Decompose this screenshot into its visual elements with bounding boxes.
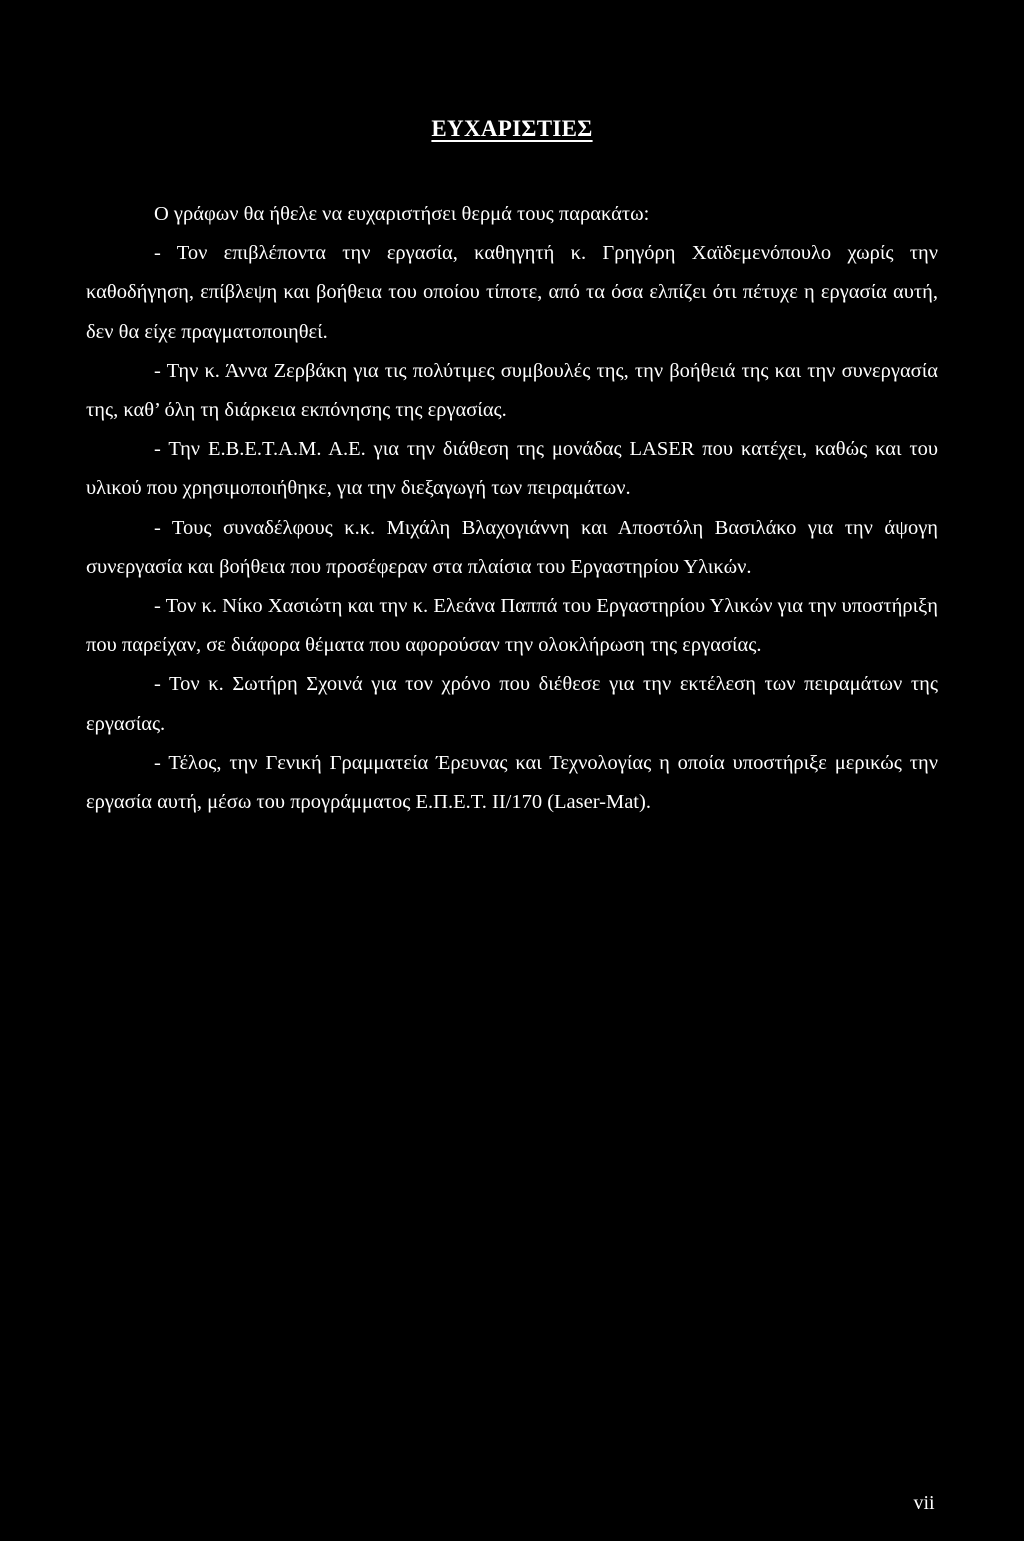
acknowledgement-item: - Την κ. Άννα Ζερβάκη για τις πολύτιμες συμβουλές της, την βοήθειά της και την συνεργασία της, καθ’ όλη τη διάρκεια εκπόνησης της εργασίας. (86, 359, 938, 422)
acknowledgement-item: - Τον κ. Νίκο Χασιώτη και την κ. Ελεάνα Παππά του Εργαστηρίου Υλικών για την υποστήριξη που παρείχαν, σε διάφορα θέματα που αφορούσαν την ολοκλήρωση της εργασίας. (86, 595, 938, 657)
acknowledgement-item: - Τέλος, την Γενική Γραμματεία Έρευνας και Τεχνολογίας η οποία υποστήριξε μερικώς την εργασία αυτή, μέσω του προγράμματος Ε.Π.Ε.Τ. II/170 (Laser-Mat). (86, 751, 938, 814)
acknowledgement-item: - Τους συναδέλφους κ.κ. Μιχάλη Βλαχογιάννη και Αποστόλη Βασιλάκο για την άψογη συνεργασία και βοήθεια που προσέφεραν στα πλαίσια του Εργαστηρίου Υλικών. (86, 516, 938, 578)
acknowledgement-item: - Την Ε.Β.Ε.Τ.Α.Μ. Α.Ε. για την διάθεση της μονάδας LASER που κατέχει, καθώς και του υλικού που χρησιμοποιήθηκε, για την διεξαγωγή των πειραμάτων. (86, 438, 938, 500)
intro-paragraph: Ο γράφων θα ήθελε να ευχαριστήσει θερμά τους παρακάτω: (154, 203, 650, 225)
acknowledgements-body (86, 195, 938, 822)
acknowledgement-item: - Τον επιβλέποντα την εργασία, καθηγητή κ. Γρηγόρη Χαϊδεμενόπουλο χωρίς την καθοδήγηση, επίβλεψη και βοήθεια του οποίου τίποτε, από τα όσα ελπίζει ότι πέτυχε η εργασία αυτή, δεν θα είχε πραγματοποιηθεί. (86, 242, 938, 343)
acknowledgement-item: - Τον κ. Σωτήρη Σχοινά για τον χρόνο που διέθεσε για την εκτέλεση των πειραμάτων της εργασίας. (86, 673, 938, 735)
page-number: vii (913, 1492, 935, 1514)
page-title: ΕΥΧΑΡΙΣΤΙΕΣ (431, 116, 593, 141)
